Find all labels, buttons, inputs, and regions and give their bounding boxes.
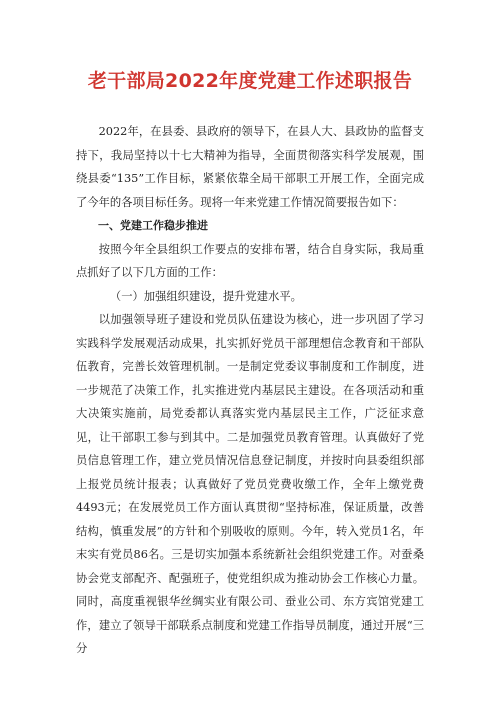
- document-title: 老干部局2022年度党建工作述职报告: [87, 70, 413, 92]
- subsection-heading: （一）加强组织建设，提升党建水平。: [109, 289, 302, 303]
- intro-paragraph: 2022年，在县委、县政府的领导下，在县人大、县政协的监督支持下，我局坚持以十七大精神为指导，全面贯彻落实科学发展观，围绕县委“135”工作目标，紧紧依靠全局干部职工开展工作，全面完成了今年的各项目标任务。现将一年来党建工作情况简要报告如下：: [76, 125, 424, 209]
- section-heading: 一、党建工作稳步推进: [98, 219, 208, 232]
- document-body: [76, 120, 424, 661]
- body-paragraph: 以加强领导班子建设和党员队伍建设为核心，进一步巩固了学习实践科学发展观活动成果，扎实抓好党员干部理想信念教育和干部队伍教育，完善长效管理机制。一是制定党委议事制度和工作制度，进一步规范了决策工作，扎实推进党内基层民主建设。在各项活动和重大决策实施前，局党委都认真落实党内基层民主工作，广泛征求意见，让干部职工参与到其中。二是加强党员教育管理。认真做好了党员信息管理工作，建立党员情况信息登记制度，并按时向县委组织部上报党员统计报表；认真做好了党员党费收缴工作，全年上缴党费4493元；在发展党员工作方面认真贯彻“坚持标准，保证质量，改善结构，慎重发展”的方针和个别吸收的原则。今年，转入党员1名，年末实有党员86名。三是切实加强本系统新社会组织党建工作。对蚕桑协会党支部配齐、配强班子，使党组织成为推动协会工作核心力量。同时，高度重视银华丝绸实业有限公司、蚕业公司、东方宾馆党建工作，建立了领导干部联系点制度和党建工作指导员制度，通过开展“三分: [76, 313, 424, 655]
- section-intro-paragraph: 按照今年全县组织工作要点的安排布署，结合自身实际，我局重点抓好了以下几方面的工作：: [76, 242, 424, 279]
